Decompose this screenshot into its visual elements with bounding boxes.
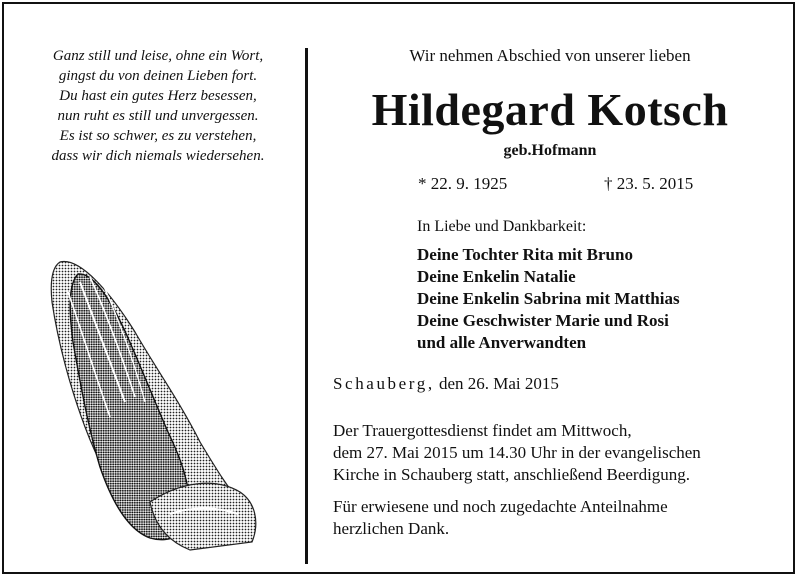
poem-line: Du hast ein gutes Herz besessen, (59, 88, 257, 104)
mourner-line: Deine Enkelin Sabrina mit Matthias (417, 289, 680, 308)
service-line: Kirche in Schauberg statt, anschließend Beerdigung. (333, 465, 691, 484)
gratitude-line: Für erwiesene und noch zugedachte Anteilnahme (333, 497, 668, 516)
mourner-line: und alle Anverwandten (417, 333, 587, 352)
poem-line: Ganz still und leise, ohne ein Wort, (52, 48, 264, 64)
praying-hands-icon (40, 252, 262, 552)
place-date (333, 374, 559, 394)
poem (24, 46, 292, 166)
maiden-name: geb.Hofmann (503, 142, 597, 159)
mourners-list (417, 244, 680, 354)
death-date: † 23. 5. 2015 (604, 174, 694, 193)
obituary-card (2, 2, 795, 574)
birth-date: * 22. 9. 1925 (418, 174, 508, 193)
service-line: Der Trauergottesdienst findet am Mittwoch, (333, 421, 632, 440)
mourner-line: Deine Geschwister Marie und Rosi (417, 311, 669, 330)
divider (305, 48, 308, 564)
intro-text: Wir nehmen Abschied von unserer lieben (409, 46, 691, 65)
gratitude-line: herzlichen Dank. (333, 519, 450, 538)
deceased-name: Hildegard Kotsch (371, 84, 729, 135)
poem-line: dass wir dich niemals wiedersehen. (51, 148, 265, 164)
place-name: Schauberg, (333, 374, 435, 393)
mourner-line: Deine Tochter Rita mit Bruno (417, 245, 633, 264)
thanks-intro: In Liebe und Dankbarkeit: (417, 218, 587, 235)
poem-line: gingst du von deinen Lieben fort. (58, 68, 258, 84)
gratitude-text (333, 496, 668, 540)
notice-date: den 26. Mai 2015 (438, 374, 559, 393)
mourner-line: Deine Enkelin Natalie (417, 267, 576, 286)
poem-line: Es ist so schwer, es zu verstehen, (59, 128, 257, 144)
poem-line: nun ruht es still und unvergessen. (57, 108, 259, 124)
service-info (333, 420, 701, 486)
service-line: dem 27. Mai 2015 um 14.30 Uhr in der evangelischen (333, 443, 701, 462)
